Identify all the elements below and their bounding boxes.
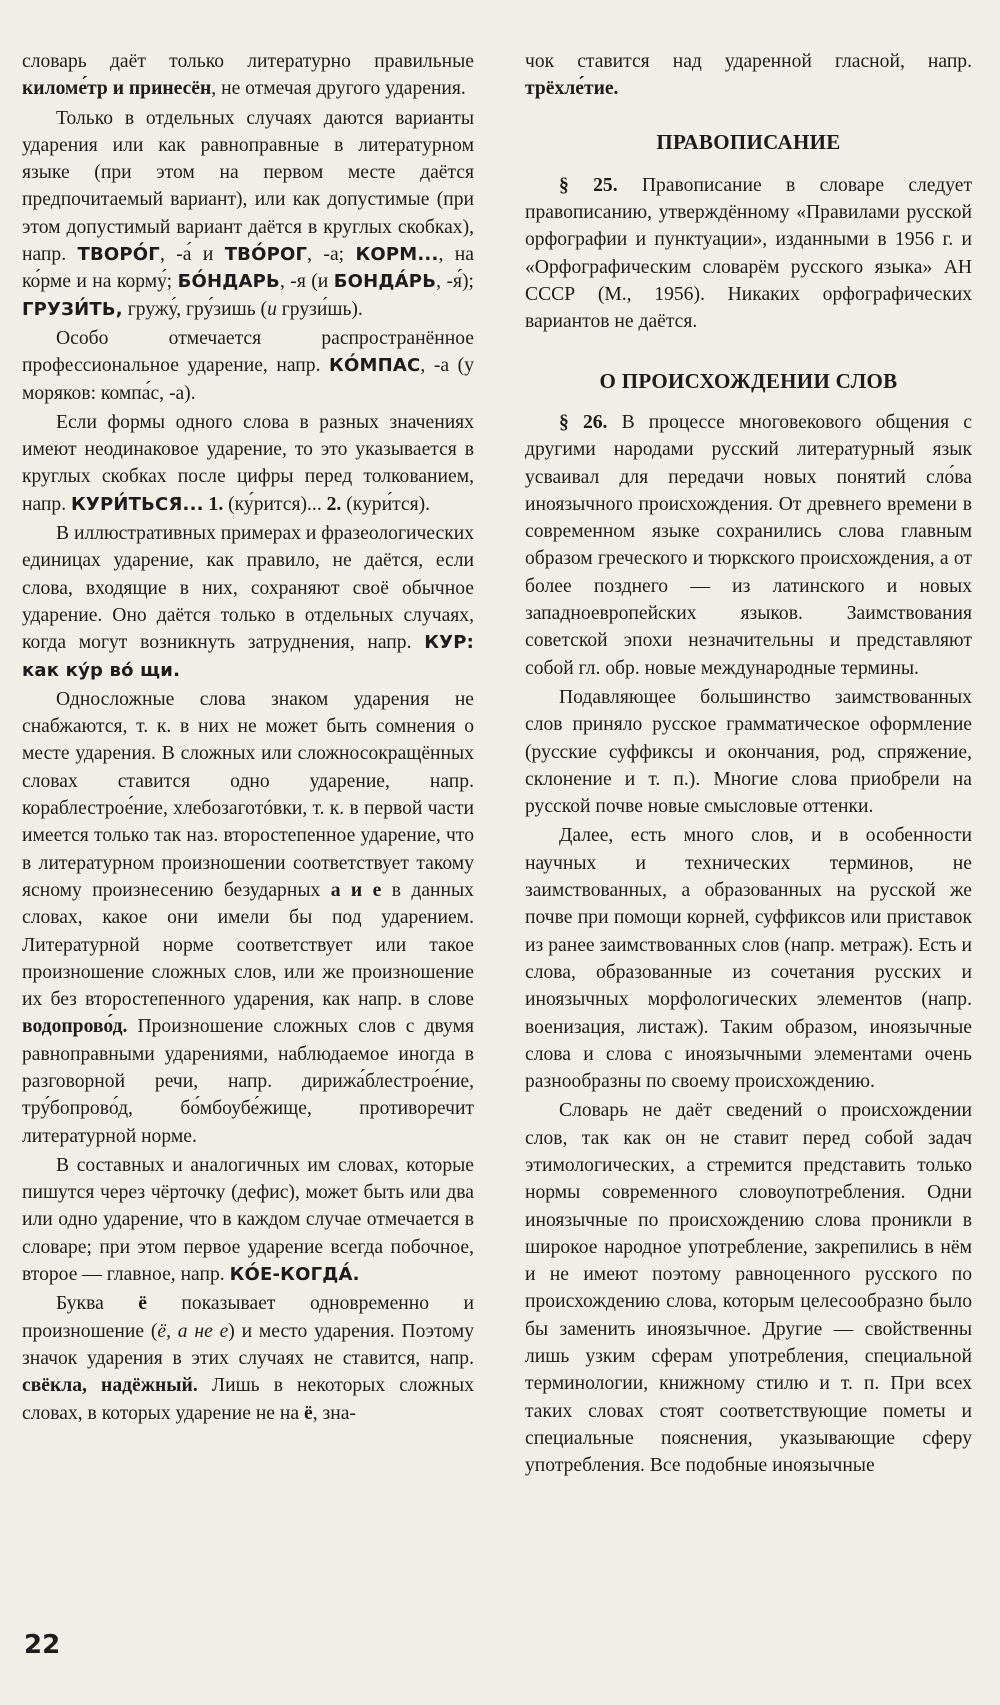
text-run: показывает одновременно и произношение ( bbox=[22, 1293, 474, 1342]
text-run: , -а; bbox=[307, 244, 356, 266]
headword-example: БО́НДАРЬ bbox=[177, 271, 280, 293]
headword-example: ТВО́РОГ bbox=[224, 244, 308, 266]
italic-note: ё, а не е bbox=[157, 1320, 229, 1342]
example-words: киломе́тр и принесён bbox=[22, 78, 212, 100]
example-word: трёхле́тие. bbox=[525, 78, 619, 100]
paragraph-continuation bbox=[525, 48, 972, 103]
letters-a-e: а и е bbox=[330, 879, 382, 901]
text-run: чок ставится над ударенной гласной, напр. bbox=[525, 51, 972, 72]
section-number: § 25. bbox=[559, 174, 618, 196]
paragraph-illustrative-examples bbox=[22, 520, 474, 684]
text-run: грузи́шь). bbox=[276, 298, 363, 320]
headword-example: КУРИ́ТЬСЯ... bbox=[71, 493, 204, 515]
paragraph-stress-variants bbox=[22, 105, 474, 323]
section-heading-word-origin: О ПРОИСХОЖДЕНИИ СЛОВ bbox=[599, 368, 898, 393]
text-run: , не отмечая другого ударения. bbox=[211, 78, 466, 100]
example-words: свёкла, надёжный. bbox=[22, 1375, 198, 1397]
paragraph-russian-formed-terms: Далее, есть много слов, и в особенности научных и технических терминов, не заимствованных, а образованных на русской же почве при помощи корней, суффиксов или приставок из ранее заимствованных слов (напр. метраж). Есть и слова, образованные из сочетания русских и иноязычных морфологических элементов (напр. военизация, листаж). Таким образом, иноязычные слова и слова с иноязычными элементами очень разнообразны по своему происхождению. bbox=[525, 825, 972, 1093]
text-run: В составных и аналогичных им словах, которые пишутся через чёрточку (дефис), может быть или два или одно ударение, что в каждом случае отмечается в словаре; при этом первое ударение всегда побочное, второе — главное, напр. bbox=[22, 1154, 474, 1286]
text-run: Лишь в некоторых сложных словах, в которых ударение не на bbox=[22, 1375, 474, 1424]
text-run: Буква bbox=[56, 1293, 139, 1315]
headword-example: КО́МПАС bbox=[329, 355, 421, 377]
paragraph-hyphenated-words bbox=[22, 1152, 474, 1288]
headword-example: КУР: как ку́р во́ щи. bbox=[22, 632, 474, 681]
page-number: 22 bbox=[24, 1630, 61, 1660]
paragraph-professional-stress bbox=[22, 325, 474, 407]
letter-yo: ё bbox=[303, 1402, 313, 1424]
text-run: В процессе многовекового общения с другими народами русский литературный язык усваивал для передачи новых понятий сло́ва иноязычного происхождения. От древнего времени в современном языке сохранились слова главным образом греческого и тюркского происхождения, а от более позднего — из латинского и новых западноевропейских языков. Заимствования советской эпохи незначительны и представляют собой гл. обр. новые международные термины. bbox=[525, 411, 972, 679]
section-heading-spelling: ПРАВОПИСАНИЕ bbox=[656, 129, 841, 154]
headword-example: ГРУЗИ́ТЬ, bbox=[22, 298, 123, 320]
text-run: Если формы одного слова в разных значениях имеют неодинаковое ударение, то это указывается в круглых скобках после цифры перед толкованием, напр. bbox=[22, 411, 474, 515]
example-word: водопрово́д. bbox=[22, 1016, 128, 1038]
sense-number: 2. bbox=[326, 493, 342, 515]
sense-number: 1. bbox=[203, 493, 224, 515]
text-run: Правописание в словаре следует правописанию, утверждённому «Правилами русской орфографии и пунктуации», изданными в 1956 г. и «Орфографическим словарём русского языка» АН СССР (М., 1956). Никаких орфографических вариантов не даётся. bbox=[525, 174, 973, 333]
paragraph-letter-yo bbox=[22, 1290, 474, 1426]
text-run: , -а́ и bbox=[159, 244, 225, 266]
text-run: , зна- bbox=[312, 1402, 356, 1424]
text-run: ) и место ударения. Поэтому значок ударения в этих случаях не ставится, напр. bbox=[22, 1320, 474, 1369]
paragraph-no-etymology: Словарь не даёт сведений о происхождении слов, так как он не ставит перед собой задач этимологических, а стремится представить только нормы современного словоупотребления. Одни иноязычные по происхождению слова проникли в широкое народное употребление, закрепились в нём и не имеют поэтому равноценного русского по происхождению слова, которым целесообразно было бы заменить иноязычное. Другие — свойственны лишь узким сферам употребления, специальной терминологии, книжному стилю и т. п. При всех таких словах стоят соответствующие пометы и специальные пояснения, указывающие сферу употребления. Все подобные иноязычные bbox=[525, 1100, 972, 1477]
paragraph-meaning-stress bbox=[22, 409, 474, 518]
text-run: Односложные слова знаком ударения не снабжаются, т. к. в них не может быть сомнения о месте ударения. В сложных или сложносокращённых словах ставится одно ударение, напр. кораблестрое́ние, хлебозаготóвки, т. к. в первой части имеется только так наз. второстепенное ударение, что в литературном произношении соответствует такому ясному произнесению безударных bbox=[22, 688, 474, 901]
text-run: , -я (и bbox=[279, 271, 334, 293]
right-column bbox=[525, 48, 972, 1480]
headword-example: БОНДА́РЬ bbox=[333, 271, 437, 293]
headword-example: КОРМ... bbox=[355, 244, 439, 266]
letter-yo: ё bbox=[138, 1293, 147, 1315]
paragraph-monosyllabic bbox=[22, 686, 474, 1150]
paragraph-26 bbox=[525, 409, 972, 682]
section-number: § 26. bbox=[559, 411, 608, 433]
text-run: , -а (у моряков: компа́с, -а). bbox=[22, 355, 474, 404]
text-run: Произношение сложных слов с двумя равноправными ударениями, наблюдаемое иногда в разговорной речи, напр. дирижа́блестрое́ние, тру́бопрово́д, бо́мбоубе́жище, противоречит литературной норме. bbox=[22, 1016, 474, 1147]
text-run: гружу́, гру́зишь ( bbox=[122, 298, 268, 320]
left-column bbox=[22, 48, 474, 1427]
text-run: Особо отмечается распространённое профессиональное ударение, напр. bbox=[22, 327, 474, 377]
text-run: в данных словах, какое они имели бы под ударением. Литературной норме соответствует или такое произношение сложных слов, или же произношение их без второстепенного ударения, как напр. в слове bbox=[22, 879, 474, 1011]
text-run: (ку́рится)... bbox=[223, 493, 327, 515]
paragraph-25 bbox=[525, 172, 972, 336]
text-run: (кури́тся). bbox=[341, 493, 431, 515]
headword-example: ТВОРО́Г bbox=[77, 244, 160, 266]
paragraph-stress-intro bbox=[22, 48, 474, 103]
italic-conjunction: и bbox=[267, 298, 277, 320]
text-run: , на ко́рме и на корму́; bbox=[22, 244, 474, 293]
text-run: Только в отдельных случаях даются варианты ударения или как равноправные в литературном языке (при этом на первом месте даётся предпочитаемый вариант), или как допустимые (при этом допустимый вариант даётся в круглых скобках), напр. bbox=[22, 107, 474, 266]
text-run: , -я́); bbox=[436, 271, 474, 293]
paragraph-borrowed-words: Подавляющее большинство заимствованных слов приняло русское грамматическое оформление (русские суффиксы и окончания, род, спряжение, склонение и т. п.). Многие слова приобрели на русской почве новые смысловые оттенки. bbox=[525, 686, 972, 818]
text-run: словарь даёт только литературно правильные bbox=[22, 51, 474, 72]
headword-example: КО́Е-КОГДА́. bbox=[229, 1264, 360, 1286]
text-run: В иллюстративных примерах и фразеологических единицах ударение, как правило, не даётся, если слова, входящие в них, сохраняют своё обычное ударение. Оно даётся только в отдельных случаях, когда могут возникнуть затруднения, напр. bbox=[22, 523, 475, 654]
